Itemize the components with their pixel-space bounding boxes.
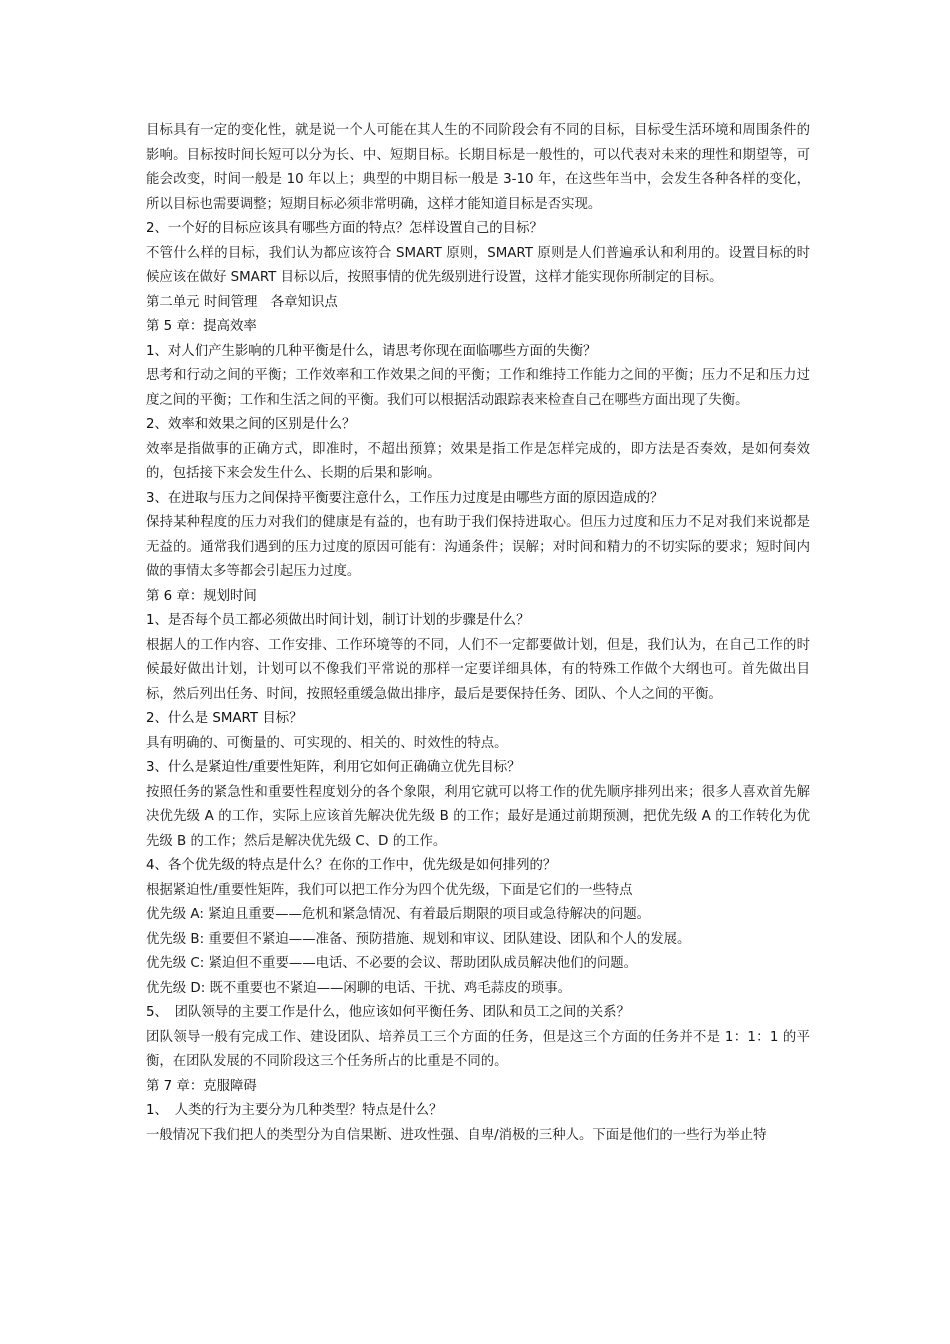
question-heading: 4、各个优先级的特点是什么？在你的工作中，优先级是如何排列的？: [146, 858, 557, 873]
question-heading: 5、 团队领导的主要工作是什么，他应该如何平衡任务、团队和员工之间的关系？: [146, 1005, 630, 1020]
paragraph: 保持某种程度的压力对我们的健康是有益的，也有助于我们保持进取心。但压力过度和压力不足对我们来说都是无益的。通常我们遇到的压力过度的原因可能有：沟通条件；误解；对时间和精力的不切实际的要求；短时间内做的事情太多等都会引起压力过度。: [146, 515, 810, 579]
paragraph: 团队领导一般有完成工作、建设团队、培养员工三个方面的任务，但是这三个方面的任务并不是 1：1：1 的平衡，在团队发展的不同阶段这三个任务所占的比重是不同的。: [146, 1029, 810, 1069]
chapter-heading: 第 5 章：提高效率: [146, 319, 257, 334]
chapter-heading: 第 6 章：规划时间: [146, 588, 257, 604]
priority-d-line: 优先级 D: 既不重要也不紧迫——闲聊的电话、干扰、鸡毛蒜皮的琐事。: [146, 980, 572, 996]
question-heading: 3、在进取与压力之间保持平衡要注意什么，工作压力过度是由哪些方面的原因造成的？: [146, 490, 664, 506]
question-heading: 1、对人们产生影响的几种平衡是什么，请思考你现在面临哪些方面的失衡？: [146, 343, 597, 359]
priority-a-line: 优先级 A: 紧迫且重要——危机和紧急情况、有着最后期限的项目或急待解决的问题。: [146, 907, 651, 922]
paragraph: 根据人的工作内容、工作安排、工作环境等的不同，人们不一定都要做计划，但是，我们认为，在自己工作的时候最好做出计划，计划可以不像我们平常说的那样一定要详细具体，有的特殊工作做个大纲也可。首先做出目标，然后列出任务、时间，按照轻重缓急做出排序，最后是要保持任务、团队、个人之间的平衡。: [146, 637, 810, 702]
question-heading: 2、效率和效果之间的区别是什么？: [146, 417, 356, 432]
question-heading: 1、 人类的行为主要分为几种类型？特点是什么？: [146, 1103, 443, 1118]
paragraph: 效率是指做事的正确方式，即准时，不超出预算；效果是指工作是怎样完成的，即方法是否奏效，是如何奏效的，包括接下来会发生什么、长期的后果和影响。: [146, 441, 810, 481]
document-body: [146, 119, 810, 1148]
question-heading: 2、什么是 SMART 目标？: [146, 711, 303, 726]
question-heading: 3、什么是紧迫性/重要性矩阵，利用它如何正确确立优先目标？: [146, 760, 521, 775]
question-heading: 1、是否每个员工都必须做出时间计划，制订计划的步骤是什么？: [146, 613, 530, 628]
question-heading: 2、一个好的目标应该具有哪些方面的特点？怎样设置自己的目标？: [146, 221, 543, 236]
paragraph: 按照任务的紧急性和重要性程度划分的各个象限，利用它就可以将工作的优先顺序排列出来；很多人喜欢首先解决优先级 A 的工作，实际上应该首先解决优先级 B 的工作；最好是通过前期预测，把优先级 A 的工作转化为优先级 B 的工作；然后是解决优先级 C、D 的工作。: [146, 784, 810, 849]
priority-b-line: 优先级 B: 重要但不紧迫——准备、预防措施、规划和审议、团队建设、团队和个人的发展。: [146, 931, 691, 947]
unit-heading: 第二单元 时间管理 各章知识点: [146, 294, 338, 310]
priority-c-line: 优先级 C: 紧迫但不重要——电话、不必要的会议、帮助团队成员解决他们的问题。: [146, 956, 638, 971]
chapter-heading: 第 7 章：克服障碍: [146, 1078, 257, 1094]
paragraph: 目标具有一定的变化性，就是说一个人可能在其人生的不同阶段会有不同的目标，目标受生活环境和周围条件的影响。目标按时间长短可以分为长、中、短期目标。长期目标是一般性的，可以代表对未来的理性和期望等，可能会改变，时间一般是 10 年以上；典型的中期目标一般是 3-10 年，在这些年当中，会发生各种各样的变化，所以目标也需要调整；短期目标必须非常明确，这样才能知道目标是否实现。: [146, 123, 810, 212]
paragraph: 一般情况下我们把人的类型分为自信果断、进攻性强、自卑/消极的三种人。下面是他们的一些行为举止特: [146, 1127, 767, 1143]
paragraph: 具有明确的、可衡量的、可实现的、相关的、时效性的特点。: [146, 735, 508, 751]
paragraph: 不管什么样的目标，我们认为都应该符合 SMART 原则，SMART 原则是人们普遍承认和利用的。设置目标的时候应该在做好 SMART 目标以后，按照事情的优先级别进行设置，这样才能实现你所制定的目标。: [146, 245, 810, 285]
paragraph: 思考和行动之间的平衡；工作效率和工作效果之间的平衡；工作和维持工作能力之间的平衡；压力不足和压力过度之间的平衡；工作和生活之间的平衡。我们可以根据活动跟踪表来检查自己在哪些方面出现了失衡。: [146, 368, 810, 408]
paragraph: 根据紧迫性/重要性矩阵，我们可以把工作分为四个优先级，下面是它们的一些特点: [146, 882, 633, 898]
